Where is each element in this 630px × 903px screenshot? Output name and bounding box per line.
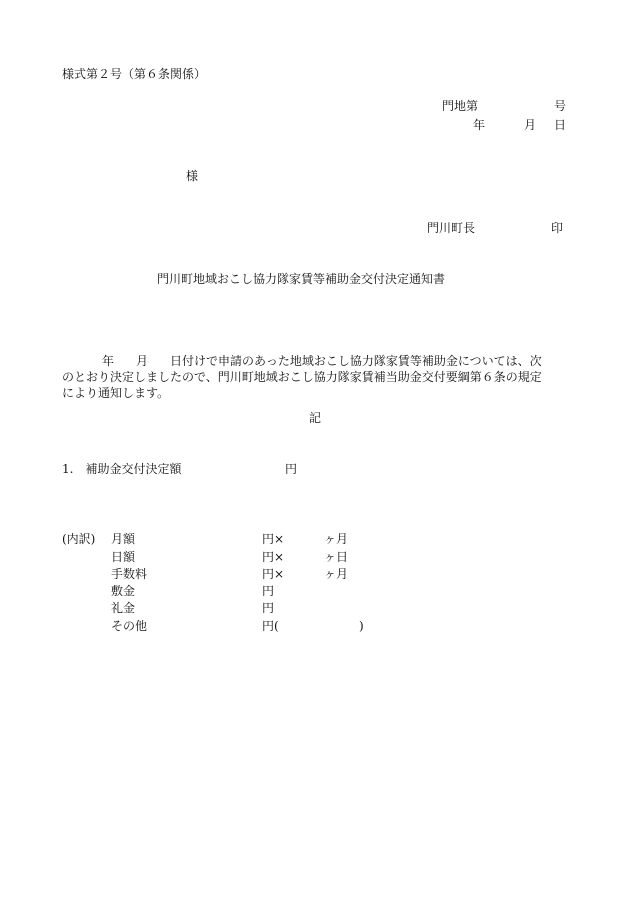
body-line-3: により通知します。	[62, 386, 170, 400]
date-month: 月	[524, 118, 537, 132]
breakdown-period-daily: ヶ日	[324, 550, 349, 564]
breakdown-unit-key-money: 円	[262, 601, 275, 615]
breakdown-label-other: その他	[111, 619, 148, 633]
breakdown-unit-fee: 円×	[262, 567, 285, 581]
ki-heading: 記	[309, 411, 322, 425]
breakdown-unit-other: 円(	[262, 619, 279, 633]
breakdown-unit-monthly: 円×	[262, 532, 285, 546]
document-title: 門川町地域おこし協力隊家賃等補助金交付決定通知書	[157, 272, 446, 286]
breakdown-label-monthly: 月額	[111, 532, 136, 546]
breakdown-close-paren: )	[359, 619, 364, 633]
breakdown-period-fee: ヶ月	[324, 567, 349, 581]
breakdown-heading: (内訳)	[62, 532, 96, 546]
body-month: 月	[136, 354, 149, 368]
notice-body	[62, 353, 580, 401]
breakdown-label-fee: 手数料	[111, 567, 148, 581]
body-line-2: のとおり決定しましたので、門川町地域おこし協力隊家賃補当助金交付要綱第６条の規定	[62, 370, 542, 384]
seal-mark: 印	[551, 221, 564, 235]
breakdown-label-daily: 日額	[111, 550, 136, 564]
recipient-suffix: 様	[186, 169, 199, 183]
body-line-1	[62, 353, 580, 369]
breakdown-unit-deposit: 円	[262, 584, 275, 598]
breakdown-unit-daily: 円×	[262, 550, 285, 564]
issuer-title: 門川町長	[427, 221, 476, 235]
date-year: 年	[473, 118, 486, 132]
form-label: 様式第２号（第６条関係）	[62, 67, 207, 81]
body-year: 年	[102, 354, 115, 368]
breakdown-period-monthly: ヶ月	[324, 532, 349, 546]
grant-amount-unit: 円	[285, 462, 298, 476]
breakdown-label-key-money: 礼金	[111, 601, 136, 615]
grant-amount-label: 1. 補助金交付決定額	[62, 462, 182, 476]
breakdown-label-deposit: 敷金	[111, 584, 136, 598]
document-number-prefix: 門地第	[442, 99, 479, 113]
date-day: 日	[554, 118, 567, 132]
document-number-suffix: 号	[554, 99, 567, 113]
body-line-1-rest: 日付けで申請のあった地域おこし協力隊家賃等補助金については、次	[170, 354, 542, 368]
